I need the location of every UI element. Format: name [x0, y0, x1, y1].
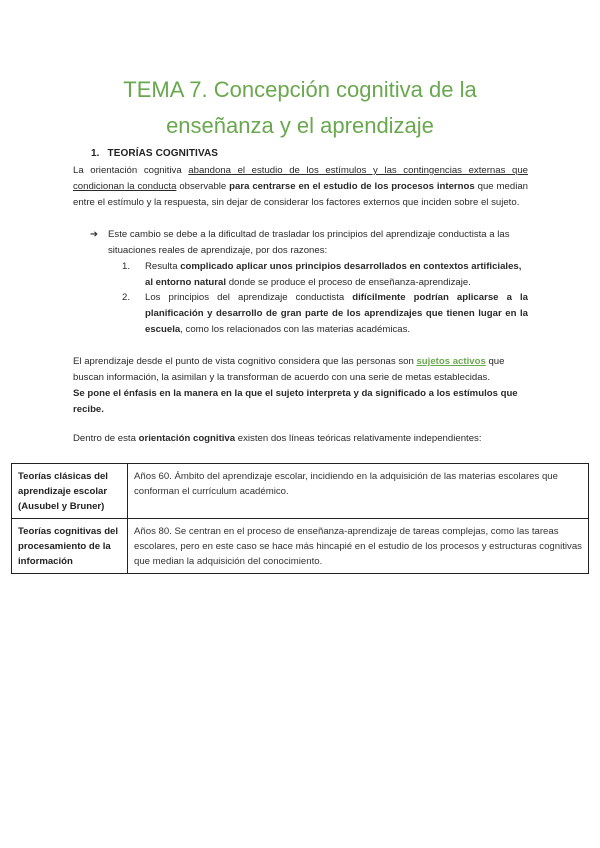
- cognitive-paragraph: [73, 354, 533, 418]
- theory-lines-table: [11, 463, 589, 574]
- list-item: [122, 259, 528, 291]
- arrow-bullet-text: Este cambio se debe a la dificultad de trasladar los principios del aprendizaje conductista a las situaciones reales de aprendizaje, por dos razones:: [108, 229, 510, 256]
- table-value-cell: Años 80. Se centran en el proceso de enseñanza-aprendizaje de tareas complejas, como las tareas escolares, pero en este caso se hace más hincapié en el estudio de los procesos y estructuras cognitivas que median la adquisición del conocimiento.: [128, 519, 589, 574]
- section-heading: [91, 148, 218, 159]
- list-number: 2.: [122, 292, 131, 303]
- lines-intro-bold: orientación cognitiva: [138, 433, 236, 444]
- emphasis-statement: Se pone el énfasis en la manera en la que el sujeto interpreta y da significado a los estímulos que recibe.: [73, 388, 518, 415]
- intro-text-1: La orientación cognitiva: [73, 165, 189, 176]
- table-key-cell: Teorías clásicas del aprendizaje escolar (Ausubel y Bruner): [12, 464, 128, 519]
- reason-bold: difícilmente podrían aplicarse a la planificación y desarrollo de gran parte de los aprendizajes que tienen lugar en la escuela: [145, 292, 528, 335]
- title-line-2: enseñanza y el aprendizaje: [166, 113, 434, 138]
- section-heading-text: TEORÍAS COGNITIVAS: [107, 148, 219, 159]
- section-number: 1.: [91, 148, 100, 159]
- table-row: [12, 519, 589, 574]
- lines-intro-a: Dentro de esta: [73, 433, 139, 444]
- lines-intro-c: existen dos líneas teóricas relativamente independientes:: [235, 433, 482, 444]
- reason-text-c: , como los relacionados con las materias académicas.: [180, 324, 411, 335]
- table-row: [12, 464, 589, 519]
- intro-paragraph: [73, 163, 528, 211]
- page-title: [0, 72, 600, 144]
- arrow-right-icon: ➔: [90, 229, 99, 240]
- list-item: [122, 290, 528, 338]
- cognitive-text-b: que buscan información, la asimilan y la transforman de acuerdo con una serie de metas establecidas.: [73, 356, 505, 383]
- sujetos-activos-link[interactable]: sujetos activos: [416, 356, 486, 367]
- table-value-cell: Años 60. Ámbito del aprendizaje escolar, incidiendo en la adquisición de las materias escolares que conforman el currículum académico.: [128, 464, 589, 519]
- list-number: 1.: [122, 261, 131, 272]
- reason-text-a: Los principios del aprendizaje conductista: [145, 292, 353, 303]
- table-key-cell: Teorías cognitivas del procesamiento de la información: [12, 519, 128, 574]
- title-line-1: TEMA 7. Concepción cognitiva de la: [123, 77, 477, 102]
- intro-underlined: abandona el estudio de los estímulos y las contingencias externas que condicionan la conducta: [73, 165, 528, 192]
- reason-text-a: Resulta: [145, 261, 181, 272]
- intro-text-3: que median entre el estímulo y la respuesta, sin dejar de considerar los factores externos que inciden sobre el sujeto.: [73, 181, 528, 208]
- lines-intro-paragraph: [73, 431, 533, 447]
- reason-bold: complicado aplicar unos principios desarrollados en contextos artificiales, al entorno natural: [145, 261, 522, 288]
- intro-bold: para centrarse en el estudio de los procesos internos: [229, 181, 475, 192]
- intro-text-2: observable: [176, 181, 230, 192]
- arrow-bullet-item: [90, 227, 528, 259]
- cognitive-text-a: El aprendizaje desde el punto de vista cognitivo considera que las personas son: [73, 356, 417, 367]
- reason-text-c: donde se produce el proceso de enseñanza-aprendizaje.: [226, 277, 471, 288]
